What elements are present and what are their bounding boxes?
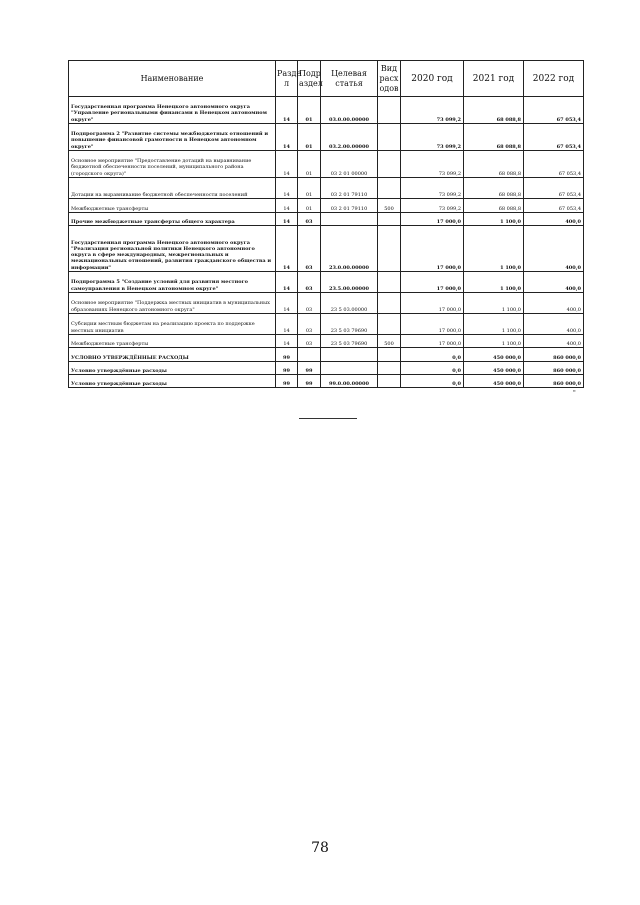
table-row	[69, 124, 584, 151]
row-subsection	[298, 348, 321, 362]
row-subsection: 01	[298, 178, 321, 199]
table-row	[69, 314, 584, 335]
row-2021: 68 088,8	[464, 97, 524, 124]
row-2021: 450 000,0	[464, 362, 524, 375]
row-2022: 400,0	[524, 335, 584, 348]
table-row	[69, 348, 584, 362]
row-name: Условно утверждённые расходы	[69, 375, 276, 388]
row-section: 99	[276, 362, 298, 375]
header-2021: 2021 год	[464, 61, 524, 97]
row-2020: 17 000,0	[401, 272, 464, 293]
row-2021: 68 088,8	[464, 151, 524, 178]
row-name: Межбюджетные трансферты	[69, 199, 276, 213]
row-exptype	[378, 178, 401, 199]
row-2021: 68 088,8	[464, 124, 524, 151]
table-row	[69, 375, 584, 388]
row-exptype: 500	[378, 199, 401, 213]
row-2022: 67 053,4	[524, 151, 584, 178]
row-2022: 67 053,4	[524, 178, 584, 199]
table-row	[69, 178, 584, 199]
row-target	[321, 348, 378, 362]
row-subsection: 01	[298, 124, 321, 151]
row-name: Подпрограмма 2 "Развитие системы межбюджетных отношений и повышение финансовой грамотности в Ненецком автономном округе"	[69, 124, 276, 151]
row-2022: 400,0	[524, 213, 584, 226]
row-2022: 400,0	[524, 314, 584, 335]
row-2022: 860 000,0	[524, 362, 584, 375]
page-number: 78	[311, 840, 329, 856]
row-2021: 1 100,0	[464, 293, 524, 314]
row-name: Государственная программа Ненецкого автономного округа "Реализация региональной политики Ненецкого автономного округа в сфере международных, межрегиональных и межнациональных отношений, развития гражданского общества и информации"	[69, 226, 276, 272]
row-2021: 1 100,0	[464, 272, 524, 293]
row-2022: 67 053,4	[524, 124, 584, 151]
row-2021: 1 100,0	[464, 335, 524, 348]
row-2020: 73 099,2	[401, 151, 464, 178]
row-exptype	[378, 375, 401, 388]
header-2022: 2022 год	[524, 61, 584, 97]
row-2020: 17 000,0	[401, 213, 464, 226]
row-target: 23 5 03 79690	[321, 314, 378, 335]
row-2021: 68 088,8	[464, 178, 524, 199]
row-subsection: 03	[298, 213, 321, 226]
row-section: 14	[276, 151, 298, 178]
table-row	[69, 199, 584, 213]
row-2020: 17 000,0	[401, 314, 464, 335]
divider-line	[299, 418, 357, 419]
table-row	[69, 226, 584, 272]
row-target: 03 2 01 00000	[321, 151, 378, 178]
row-2022: 400,0	[524, 272, 584, 293]
row-target: 23 5 03.00000	[321, 293, 378, 314]
row-target: 23 5 03 79690	[321, 335, 378, 348]
row-name: Условно утверждённые расходы	[69, 362, 276, 375]
row-subsection: 03	[298, 314, 321, 335]
row-section: 99	[276, 375, 298, 388]
row-2020: 17 000,0	[401, 335, 464, 348]
row-section: 14	[276, 226, 298, 272]
row-2022: 67 053,4	[524, 97, 584, 124]
row-2020: 0,0	[401, 362, 464, 375]
row-name: Государственная программа Ненецкого автономного округа "Управление региональными финансами в Ненецком автономном округе"	[69, 97, 276, 124]
header-section: Разде л	[276, 61, 298, 97]
row-2022: 400,0	[524, 293, 584, 314]
row-target	[321, 362, 378, 375]
table-row	[69, 362, 584, 375]
row-2020: 73 099,2	[401, 97, 464, 124]
header-name: Наименование	[69, 61, 276, 97]
row-2020: 17 000,0	[401, 226, 464, 272]
row-subsection: 03	[298, 272, 321, 293]
row-2020: 73 099,2	[401, 178, 464, 199]
row-target	[321, 213, 378, 226]
row-section: 14	[276, 97, 298, 124]
row-2021: 1 100,0	[464, 226, 524, 272]
row-section: 14	[276, 293, 298, 314]
budget-table	[68, 60, 584, 388]
row-subsection: 01	[298, 151, 321, 178]
table-row	[69, 213, 584, 226]
row-target: 03.2.00.00000	[321, 124, 378, 151]
row-2020: 0,0	[401, 348, 464, 362]
row-section: 14	[276, 314, 298, 335]
row-target: 23.0.00.00000	[321, 226, 378, 272]
table-row	[69, 97, 584, 124]
row-exptype	[378, 293, 401, 314]
row-name: Межбюджетные трансферты	[69, 335, 276, 348]
row-target: 99.0.00.00000	[321, 375, 378, 388]
row-exptype	[378, 226, 401, 272]
row-2020: 73 099,2	[401, 124, 464, 151]
row-2021: 1 100,0	[464, 213, 524, 226]
row-name: Основное мероприятие "Предоставление дотаций на выравнивание бюджетной обеспеченности поселений, муниципального района (городского округа)"	[69, 151, 276, 178]
closing-quote-mark: "	[573, 390, 576, 397]
row-subsection: 99	[298, 362, 321, 375]
row-section: 14	[276, 213, 298, 226]
table-row	[69, 293, 584, 314]
row-name: Дотации на выравнивание бюджетной обеспеченности поселений	[69, 178, 276, 199]
row-subsection: 03	[298, 335, 321, 348]
row-2022: 860 000,0	[524, 375, 584, 388]
header-expense-type: Вид расх одов	[378, 61, 401, 97]
row-exptype	[378, 151, 401, 178]
row-2021: 68 088,8	[464, 199, 524, 213]
row-exptype	[378, 314, 401, 335]
row-2020: 17 000,0	[401, 293, 464, 314]
row-subsection: 99	[298, 375, 321, 388]
row-target: 03 2 01 79110	[321, 178, 378, 199]
table-row	[69, 272, 584, 293]
row-exptype: 500	[378, 335, 401, 348]
row-exptype	[378, 97, 401, 124]
row-section: 14	[276, 124, 298, 151]
row-section: 14	[276, 178, 298, 199]
header-row	[69, 61, 584, 97]
row-name: Прочие межбюджетные трансферты общего характера	[69, 213, 276, 226]
row-section: 14	[276, 335, 298, 348]
row-target: 23.5.00.00000	[321, 272, 378, 293]
row-2022: 860 000,0	[524, 348, 584, 362]
row-section: 99	[276, 348, 298, 362]
row-2021: 450 000,0	[464, 348, 524, 362]
row-target: 03 2 01 79110	[321, 199, 378, 213]
row-exptype	[378, 124, 401, 151]
row-2020: 73 099,2	[401, 199, 464, 213]
row-2020: 0,0	[401, 375, 464, 388]
row-name: Субсидии местным бюджетам на реализацию проекта по поддержке местных инициатив	[69, 314, 276, 335]
row-2021: 450 000,0	[464, 375, 524, 388]
row-name: Подпрограмма 5 "Создание условий для развития местного самоуправления в Ненецком автономном округе"	[69, 272, 276, 293]
table-row	[69, 151, 584, 178]
row-exptype	[378, 362, 401, 375]
row-exptype	[378, 272, 401, 293]
header-target-article: Целевая статья	[321, 61, 378, 97]
row-subsection: 01	[298, 199, 321, 213]
row-subsection: 01	[298, 97, 321, 124]
row-exptype	[378, 348, 401, 362]
row-subsection: 03	[298, 226, 321, 272]
header-subsection: Подр аздел	[298, 61, 321, 97]
row-target: 03.0.00.00000	[321, 97, 378, 124]
header-2020: 2020 год	[401, 61, 464, 97]
table-row	[69, 335, 584, 348]
row-2022: 67 053,4	[524, 199, 584, 213]
row-2021: 1 100,0	[464, 314, 524, 335]
row-section: 14	[276, 272, 298, 293]
row-name: УСЛОВНО УТВЕРЖДЁННЫЕ РАСХОДЫ	[69, 348, 276, 362]
row-subsection: 03	[298, 293, 321, 314]
row-2022: 400,0	[524, 226, 584, 272]
row-name: Основное мероприятие "Поддержка местных инициатив в муниципальных образованиях Ненецкого автономного округа"	[69, 293, 276, 314]
row-section: 14	[276, 199, 298, 213]
row-exptype	[378, 213, 401, 226]
